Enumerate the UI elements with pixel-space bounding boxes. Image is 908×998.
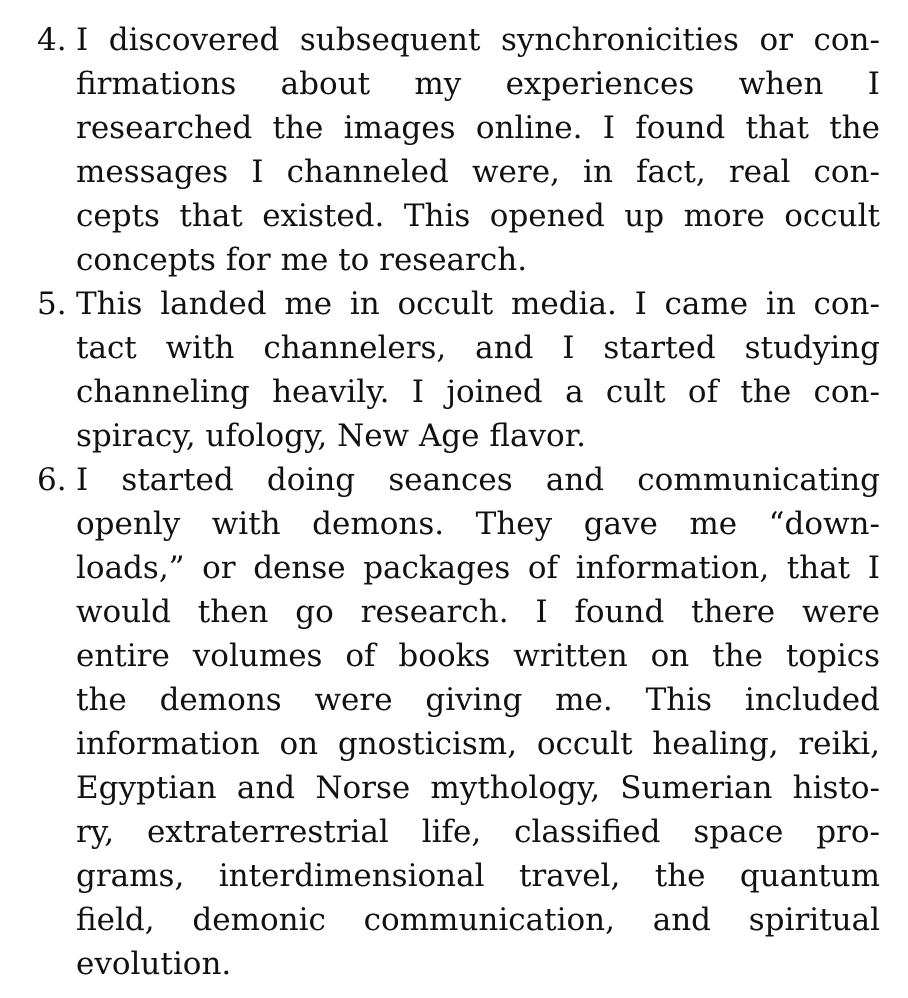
text-line: concepts for me to research. <box>76 242 528 278</box>
list-item-5 <box>0 282 908 458</box>
text-line: would then go research. I found there were <box>76 594 880 630</box>
text-line: I started doing seances and communicating <box>76 462 880 498</box>
text-line: researched the images online. I found that the <box>76 110 880 146</box>
text-line: channeling heavily. I joined a cult of the con- <box>76 374 880 410</box>
list-number: 5. <box>37 286 67 322</box>
text-line: messages I channeled were, in fact, real con- <box>76 154 880 190</box>
text-line: spiracy, ufology, New Age flavor. <box>76 418 586 454</box>
text-line: entire volumes of books written on the topics <box>76 638 880 674</box>
text-line: openly with demons. They gave me “down- <box>76 506 880 542</box>
numbered-list <box>0 18 908 986</box>
text-line: the demons were giving me. This included <box>76 682 880 718</box>
text-line: cepts that existed. This opened up more occult <box>76 198 880 234</box>
text-line: Egyptian and Norse mythology, Sumerian histo- <box>76 770 880 806</box>
text-line: field, demonic communication, and spiritual <box>76 902 880 938</box>
text-line: firmations about my experiences when I <box>76 66 880 102</box>
text-line: evolution. <box>76 946 232 982</box>
text-line: ry, extraterrestrial life, classified space pro- <box>76 814 880 850</box>
list-number: 6. <box>37 462 67 498</box>
list-item-6 <box>0 458 908 986</box>
text-line: This landed me in occult media. I came in con- <box>76 286 880 322</box>
list-item-4 <box>0 18 908 282</box>
text-line: information on gnosticism, occult healing, reiki, <box>76 726 880 762</box>
text-line: loads,” or dense packages of information, that I <box>76 550 880 586</box>
text-line: grams, interdimensional travel, the quantum <box>76 858 880 894</box>
list-number: 4. <box>37 22 67 58</box>
text-line: I discovered subsequent synchronicities or con- <box>76 22 880 58</box>
text-line: tact with channelers, and I started studying <box>76 330 880 366</box>
